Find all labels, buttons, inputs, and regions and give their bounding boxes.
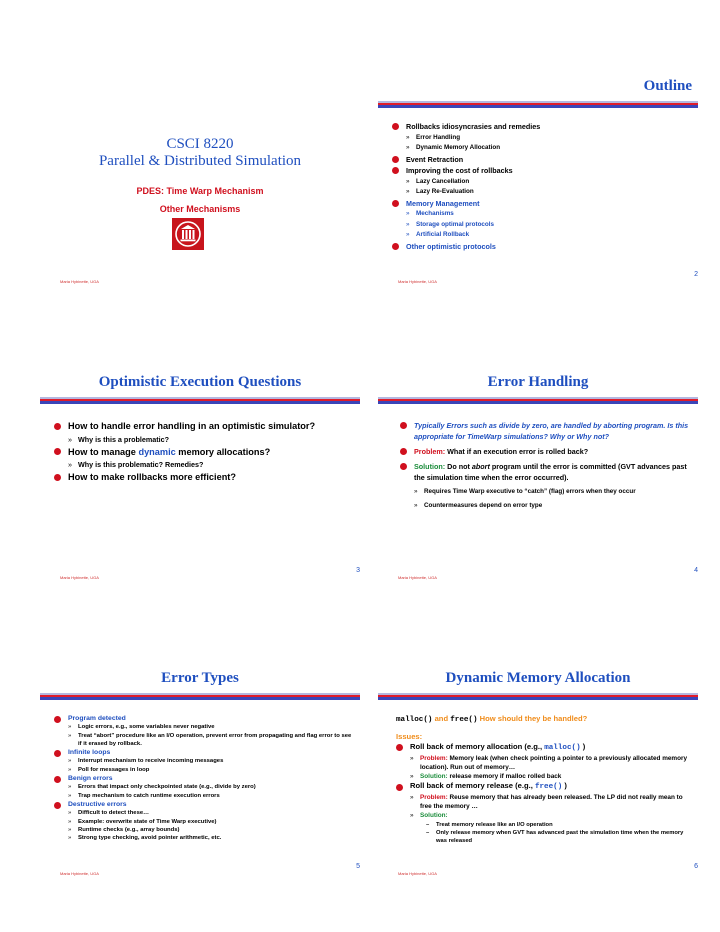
bullet: Problem: What if an execution error is rolled back? (400, 446, 692, 457)
page-number: 5 (356, 863, 360, 870)
slide-title: Outline (643, 78, 692, 94)
slide-5 (40, 664, 360, 878)
error-type-detail: » Trap mechanism to catch runtime execution errors (68, 792, 220, 799)
outline-item: Rollbacks idiosyncrasies and remedies (392, 121, 692, 133)
sub-bullet: » Problem: Memory leak (when check pointing a pointer to a previously allocated memory location). Run out of memory… (410, 754, 688, 771)
page-number: 4 (694, 567, 698, 574)
slide-content (54, 714, 354, 842)
outline-list (392, 121, 692, 252)
slide-footer: Maria Hybinette, UGA (398, 871, 437, 876)
title-divider (378, 397, 698, 404)
bullet-dot-icon (54, 423, 61, 430)
slide-2 (378, 72, 698, 286)
bullet-dot-icon (396, 784, 403, 791)
outline-subitem: » Storage optimal protocols (406, 220, 495, 228)
error-type-detail: » Interrupt mechanism to receive incoming messages (68, 758, 224, 765)
sub-bullet: » Problem: Reuse memory that has already been released. The LP did not really mean to free the memory … (410, 793, 683, 811)
error-type: Benign errors (54, 774, 354, 783)
error-type: Infinite loops (54, 748, 354, 757)
outline-subitem: » Lazy Cancellation (406, 177, 470, 185)
slide-1 (40, 72, 360, 286)
bullet-dot-icon (392, 200, 399, 207)
bullet-dot-icon (54, 716, 61, 723)
page-number: 3 (356, 567, 360, 574)
outline-subitem: » Dynamic Memory Allocation (406, 144, 501, 151)
course-number: CSCI 8220 (166, 136, 234, 152)
intro-line: malloc() and free() How should they be handled? (396, 714, 588, 724)
error-type-detail: » Errors that impact only checkpointed state (e.g., divide by zero) (68, 784, 256, 791)
bullet: Roll back of memory release (e.g., free() ) (396, 781, 692, 793)
bullet-dot-icon (54, 448, 61, 455)
title-divider (40, 693, 360, 700)
slide-3 (40, 368, 360, 582)
slide-footer: Maria Hybinette, UGA (60, 279, 99, 284)
slide-footer: Maria Hybinette, UGA (398, 575, 437, 580)
outline-item: Event Retraction (392, 154, 692, 166)
sub-sub-bullet: – Treat memory release like an I/O operation (426, 821, 553, 828)
outline-subitem: » Error Handling (406, 133, 461, 141)
bullet: Roll back of memory allocation (e.g., malloc() ) (396, 742, 692, 754)
error-type-detail: » Logic errors, e.g., some variables never negative (68, 724, 215, 731)
bullet-dot-icon (392, 123, 399, 130)
error-type-detail: » Difficult to detect these… (68, 810, 150, 817)
slide-title: Error Handling (487, 374, 589, 390)
sub-sub-bullet: – Only release memory when GVT has advanced past the simulation time when the memory was released (426, 829, 684, 844)
slide-footer: Maria Hybinette, UGA (60, 575, 99, 580)
title-divider (40, 397, 360, 404)
sub-bullet: » Solution: release memory if malloc rolled back (410, 773, 562, 781)
slide-content (396, 714, 692, 845)
bullet-dot-icon (400, 448, 407, 455)
bullet-dot-icon (392, 167, 399, 174)
slide-4 (378, 368, 698, 582)
outline-item: Improving the cost of rollbacks (392, 165, 692, 177)
error-type-detail: » Treat “abort” procedure like an I/O operation, prevent error from propagating and flag error to see if it erased by rollback. (68, 732, 352, 747)
course-title: Parallel & Distributed Simulation (98, 153, 302, 169)
sub-bullet: » Requires Time Warp executive to “catch” (flag) errors when they occur (414, 488, 636, 495)
slide-6 (378, 664, 698, 878)
bullet: How to handle error handling in an optimistic simulator? (54, 420, 354, 434)
error-type-detail: » Example: overwrite state of Time Warp executive) (68, 818, 217, 825)
bullet: Solution: Do not abort program until the error is committed (GVT advances past the simulation time when the error occurred). (400, 461, 692, 483)
bullet: How to make rollbacks more efficient? (54, 471, 354, 485)
error-type-detail: » Strong type checking, avoid pointer arithmetic, etc. (68, 835, 222, 842)
error-type: Destructive errors (54, 800, 354, 809)
bullet-dot-icon (392, 243, 399, 250)
error-type: Program detected (54, 714, 354, 723)
error-type-detail: » Poll for messages in loop (68, 766, 150, 773)
bullet-dot-icon (392, 156, 399, 163)
issues-heading: Issues: (396, 731, 423, 741)
bullet-dot-icon (54, 474, 61, 481)
slide-title: Optimistic Execution Questions (98, 374, 302, 390)
slide-footer: Maria Hybinette, UGA (398, 279, 437, 284)
outline-item: Memory Management (392, 198, 692, 210)
bullet-dot-icon (54, 750, 61, 757)
bullet-dot-icon (54, 802, 61, 809)
sub-bullet: » Solution: (410, 812, 448, 820)
bullet: Typically Errors such as divide by zero, are handled by aborting program. Is this appropriate for TimeWarp simulations? Why or Why not? (400, 420, 692, 442)
bullet-dot-icon (54, 776, 61, 783)
title-divider (378, 693, 698, 700)
bullet-dot-icon (400, 463, 407, 470)
bullet: How to manage dynamic memory allocations? (54, 446, 354, 460)
bullet-dot-icon (396, 744, 403, 751)
uga-logo-icon (172, 218, 204, 250)
outline-subitem: » Lazy Re-Evaluation (406, 188, 474, 195)
slide-title: Dynamic Memory Allocation (445, 670, 631, 686)
bullet-dot-icon (400, 422, 407, 429)
slide-title: Error Types (161, 670, 239, 686)
page-number: 2 (694, 271, 698, 278)
slide-topic: PDES: Time Warp Mechanism (136, 186, 264, 196)
outline-item: Other optimistic protocols (392, 241, 692, 253)
slide-footer: Maria Hybinette, UGA (60, 871, 99, 876)
sub-bullet: » Why is this problematic? Remedies? (68, 460, 204, 469)
slide-content (400, 420, 692, 511)
error-type-detail: » Runtime checks (e.g., array bounds) (68, 826, 180, 833)
sub-bullet: » Countermeasures depend on error type (414, 502, 543, 509)
page-number: 6 (694, 863, 698, 870)
slide-subtopic: Other Mechanisms (159, 204, 241, 214)
sub-bullet: » Why is this a problematic? (68, 434, 170, 444)
slide-content (54, 420, 354, 485)
outline-subitem: » Mechanisms (406, 210, 454, 217)
title-divider (378, 101, 698, 108)
outline-subitem: » Artificial Rollback (406, 231, 470, 238)
